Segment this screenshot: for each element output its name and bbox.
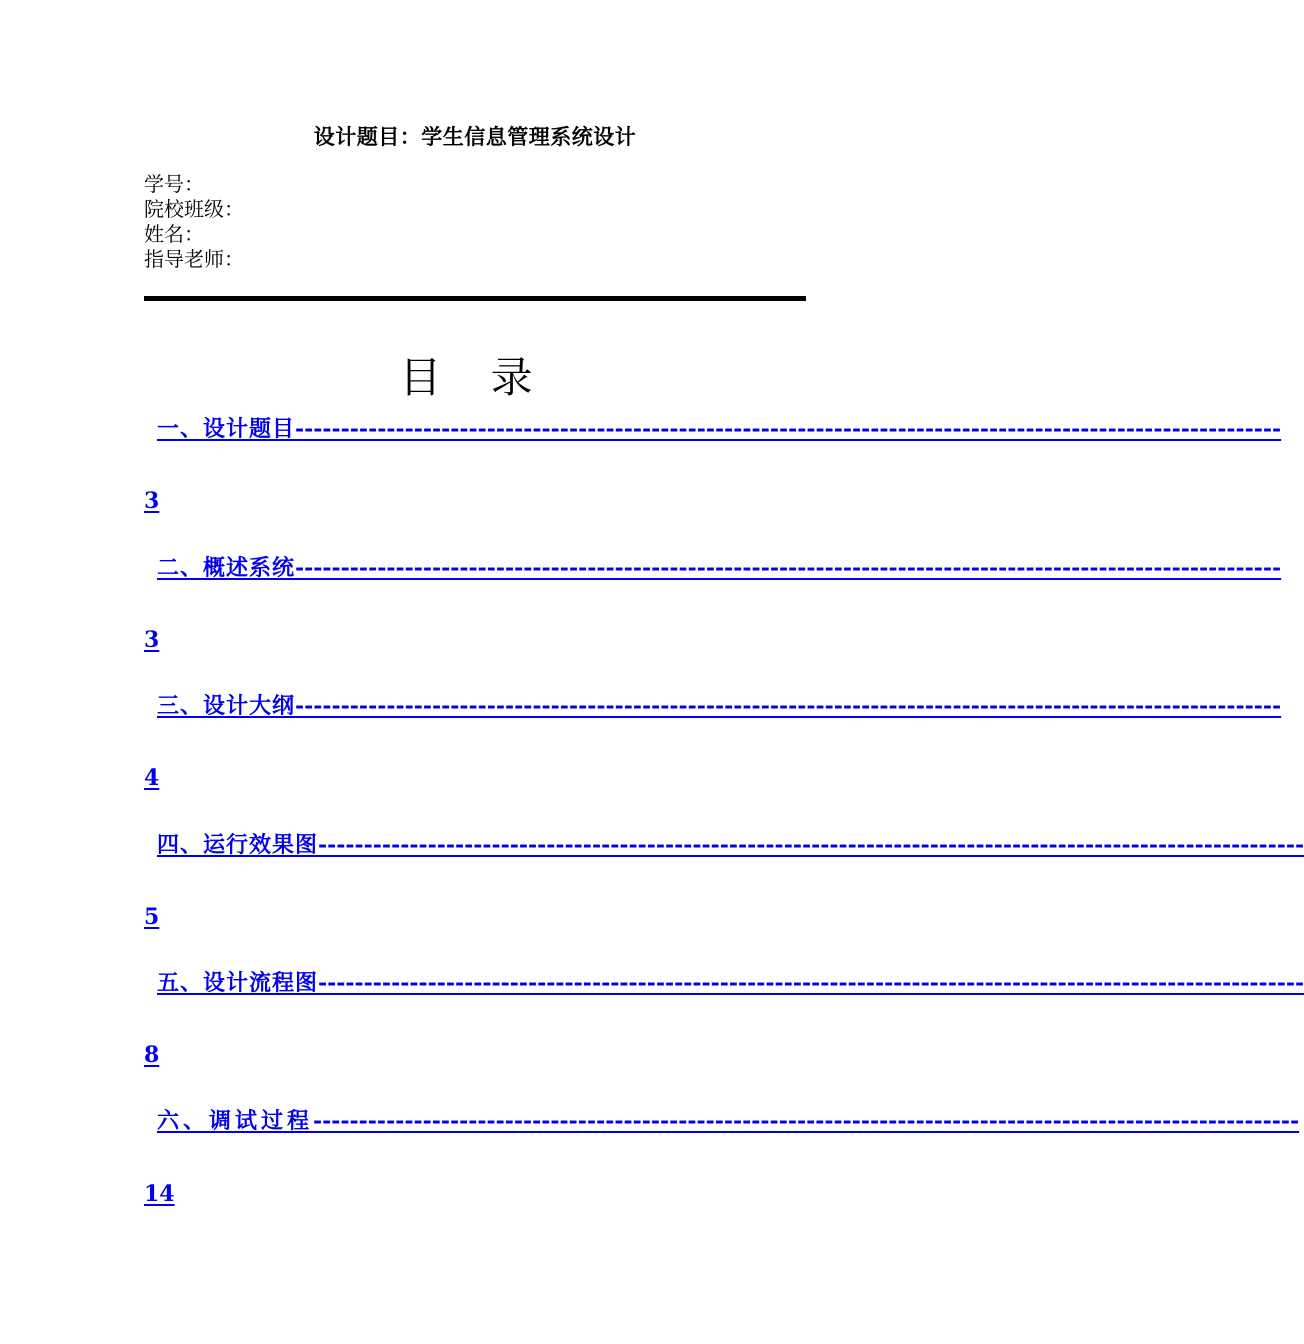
toc-entry-2[interactable]: [157, 547, 1282, 583]
page-title: 设计题目：学生信息管理系统设计: [313, 124, 637, 149]
toc-entry-label: 一、设计题目: [157, 416, 296, 442]
toc-entry-label: 三、设计大纲: [157, 693, 296, 719]
student-info-block: [144, 172, 244, 272]
toc-leader-dashes: ------------------------------------------------------------------------------------------------------------: [295, 416, 1282, 442]
info-name: 姓名：: [144, 222, 204, 246]
toc-page-number-4[interactable]: 5: [144, 904, 160, 930]
toc-heading: 目 录: [399, 353, 551, 402]
toc-leader-dashes: ------------------------------------------------------------------------------------------------------------: [318, 832, 1304, 858]
toc-entry-5[interactable]: [157, 962, 1304, 998]
toc-entry-6[interactable]: [157, 1100, 1300, 1136]
toc-page-number-2[interactable]: 3: [144, 627, 160, 653]
divider-rule: [144, 296, 806, 301]
toc-leader-dashes: ------------------------------------------------------------------------------------------------------------: [313, 1108, 1300, 1134]
toc-page-number-3[interactable]: 4: [144, 765, 160, 791]
toc-entry-1[interactable]: [157, 408, 1282, 444]
toc-entry-4[interactable]: [157, 824, 1304, 860]
toc-entry-label: 五、设计流程图: [157, 970, 319, 996]
toc-entry-label: 二、概述系统: [157, 555, 296, 581]
toc-entry-3[interactable]: [157, 685, 1282, 721]
toc-page-number-6[interactable]: 14: [144, 1181, 175, 1207]
info-student-id: 学号：: [144, 172, 204, 196]
toc-page-number-1[interactable]: 3: [144, 488, 160, 514]
toc-entry-label: 四、运行效果图: [157, 832, 319, 858]
toc-leader-dashes: ------------------------------------------------------------------------------------------------------------: [318, 970, 1304, 996]
toc-leader-dashes: ------------------------------------------------------------------------------------------------------------: [295, 693, 1282, 719]
toc-leader-dashes: ------------------------------------------------------------------------------------------------------------: [295, 555, 1282, 581]
info-class: 院校班级：: [144, 197, 244, 221]
toc-page-number-5[interactable]: 8: [144, 1042, 160, 1068]
info-advisor: 指导老师：: [144, 247, 244, 271]
toc-entry-label: 六、调试过程: [157, 1108, 314, 1134]
